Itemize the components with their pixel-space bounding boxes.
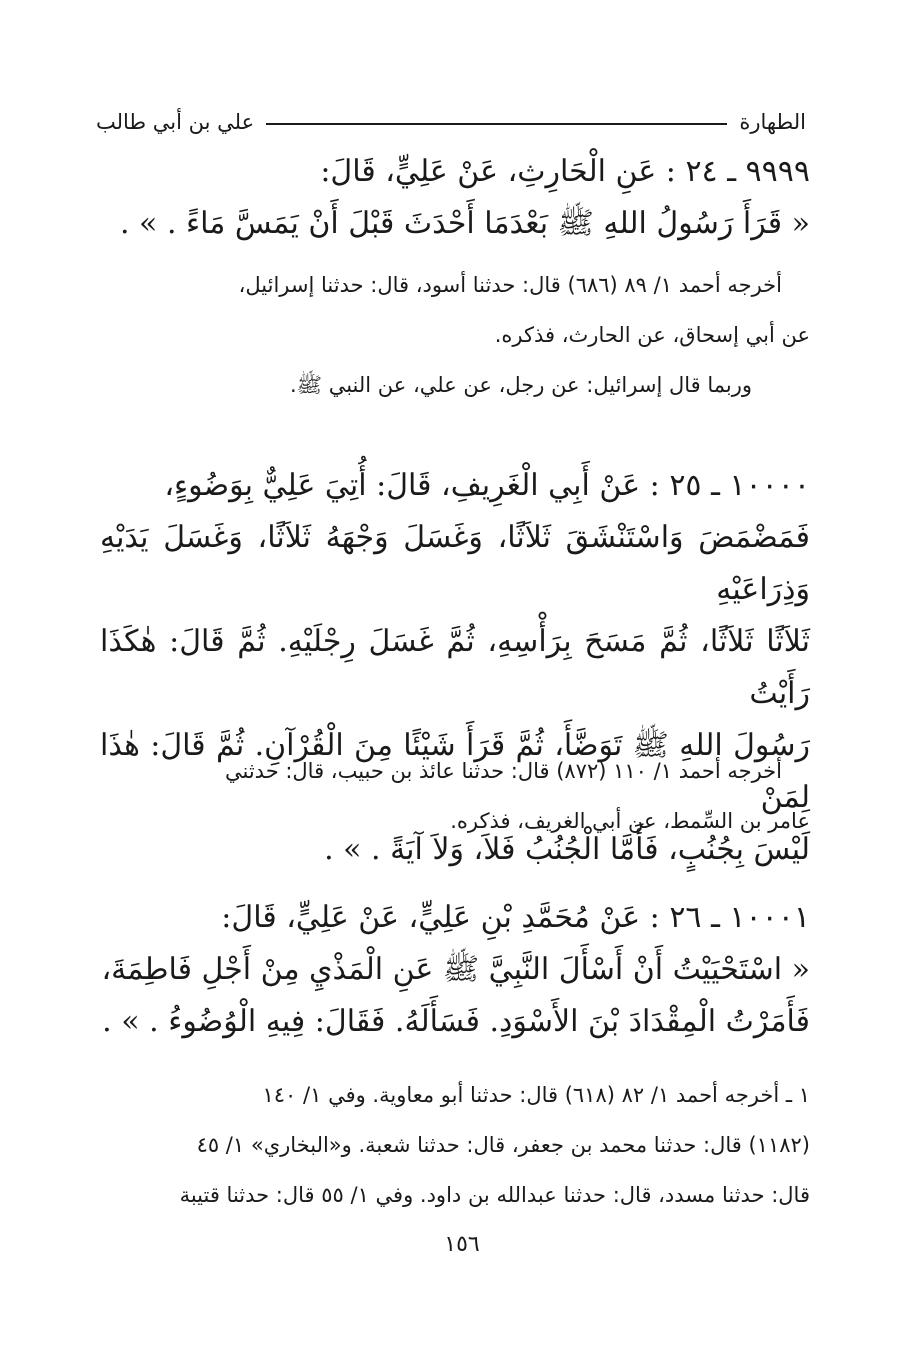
hadith-line: ثَلاَثًا ثَلاَثًا، ثُمَّ مَسَحَ بِرَأْسِهِ، ثُمَّ غَسَلَ رِجْلَيْهِ. ثُمَّ قَالَ: هٰكَذَا رَأَيْتُ [100, 624, 810, 711]
takhrij-line: ١ ـ أخرجه أحمد ١/ ٨٢ (٦١٨) قال: حدثنا أبو معاوية. وفي ١/ ١٤٠ [262, 1083, 810, 1107]
chapter-title: الطهارة [739, 110, 806, 134]
hadith-text-9999 [100, 146, 810, 250]
takhrij-9999 [100, 260, 810, 410]
takhrij-line: قال: حدثنا مسدد، قال: حدثنا عبدالله بن داود. وفي ١/ ٥٥ قال: حدثنا قتيبة [179, 1183, 810, 1207]
takhrij-line: أخرجه أحمد ١/ ٨٩ (٦٨٦) قال: حدثنا أسود، قال: حدثنا إسرائيل، [238, 273, 782, 297]
hadith-line: ١٠٠٠٠ ـ ٢٥ : عَنْ أَبِي الْغَرِيفِ، قَالَ: أُتِيَ عَلِيٌّ بِوَضُوءٍ، [164, 468, 810, 503]
hadith-line: ٩٩٩٩ ـ ٢٤ : عَنِ الْحَارِثِ، عَنْ عَلِيٍّ، قَالَ: [320, 154, 810, 189]
takhrij-line: (١١٨٢) قال: حدثنا محمد بن جعفر، قال: حدثنا شعبة. و«البخاري» ١/ ٤٥ [196, 1133, 810, 1157]
hadith-line: ١٠٠٠١ ـ ٢٦ : عَنْ مُحَمَّدِ بْنِ عَلِيٍّ، عَنْ عَلِيٍّ، قَالَ: [221, 900, 810, 935]
hadith-line: « قَرَأَ رَسُولُ اللهِ ﷺ بَعْدَمَا أَحْدَثَ قَبْلَ أَنْ يَمَسَّ مَاءً . » . [119, 206, 810, 241]
takhrij-10001 [100, 1070, 810, 1220]
hadith-line: رَسُولَ اللهِ ﷺ تَوَضَّأَ، ثُمَّ قَرَأَ شَيْئًا مِنَ الْقُرْآنِ. ثُمَّ قَالَ: هٰذَا لِمَنْ [100, 728, 810, 815]
hadith-line: « اسْتَحْيَيْتُ أَنْ أَسْأَلَ النَّبِيَّ ﷺ عَنِ الْمَذْيِ مِنْ أَجْلِ فَاطِمَةَ، [101, 952, 810, 987]
page-number: ١٥٦ [444, 1232, 480, 1257]
takhrij-line: أخرجه أحمد ١/ ١١٠ (٨٧٢) قال: حدثنا عائذ بن حبيب، قال: حدثني [224, 759, 782, 783]
hadith-line: لَيْسَ بِجُنُبٍ، فَأَمَّا الْجُنُبُ فَلاَ، وَلاَ آيَةً . » . [324, 832, 810, 867]
hadith-text-10001 [100, 892, 810, 1048]
hadith-line: فَأَمَرْتُ الْمِقْدَادَ بْنَ الأَسْوَدِ. فَسَأَلَهُ. فَقَالَ: فِيهِ الْوُضُوءُ . » . [102, 1004, 810, 1039]
takhrij-10000 [100, 746, 810, 846]
hadith-line: فَمَضْمَضَ وَاسْتَنْشَقَ ثَلاَثًا، وَغَسَلَ وَجْهَهُ ثَلاَثًا، وَغَسَلَ يَدَيْهِ وَذِرَاعَيْهِ [100, 520, 810, 607]
takhrij-line: وربما قال إسرائيل: عن رجل، عن علي، عن النبي ﷺ. [289, 373, 752, 397]
running-header [96, 104, 806, 140]
book-title: علي بن أبي طالب [96, 110, 255, 134]
takhrij-line: عامر بن السِّمط، عن أبي الغريف، فذكره. [450, 809, 810, 833]
header-rule [266, 123, 727, 125]
takhrij-line: عن أبي إسحاق، عن الحارث، فذكره. [494, 323, 810, 347]
